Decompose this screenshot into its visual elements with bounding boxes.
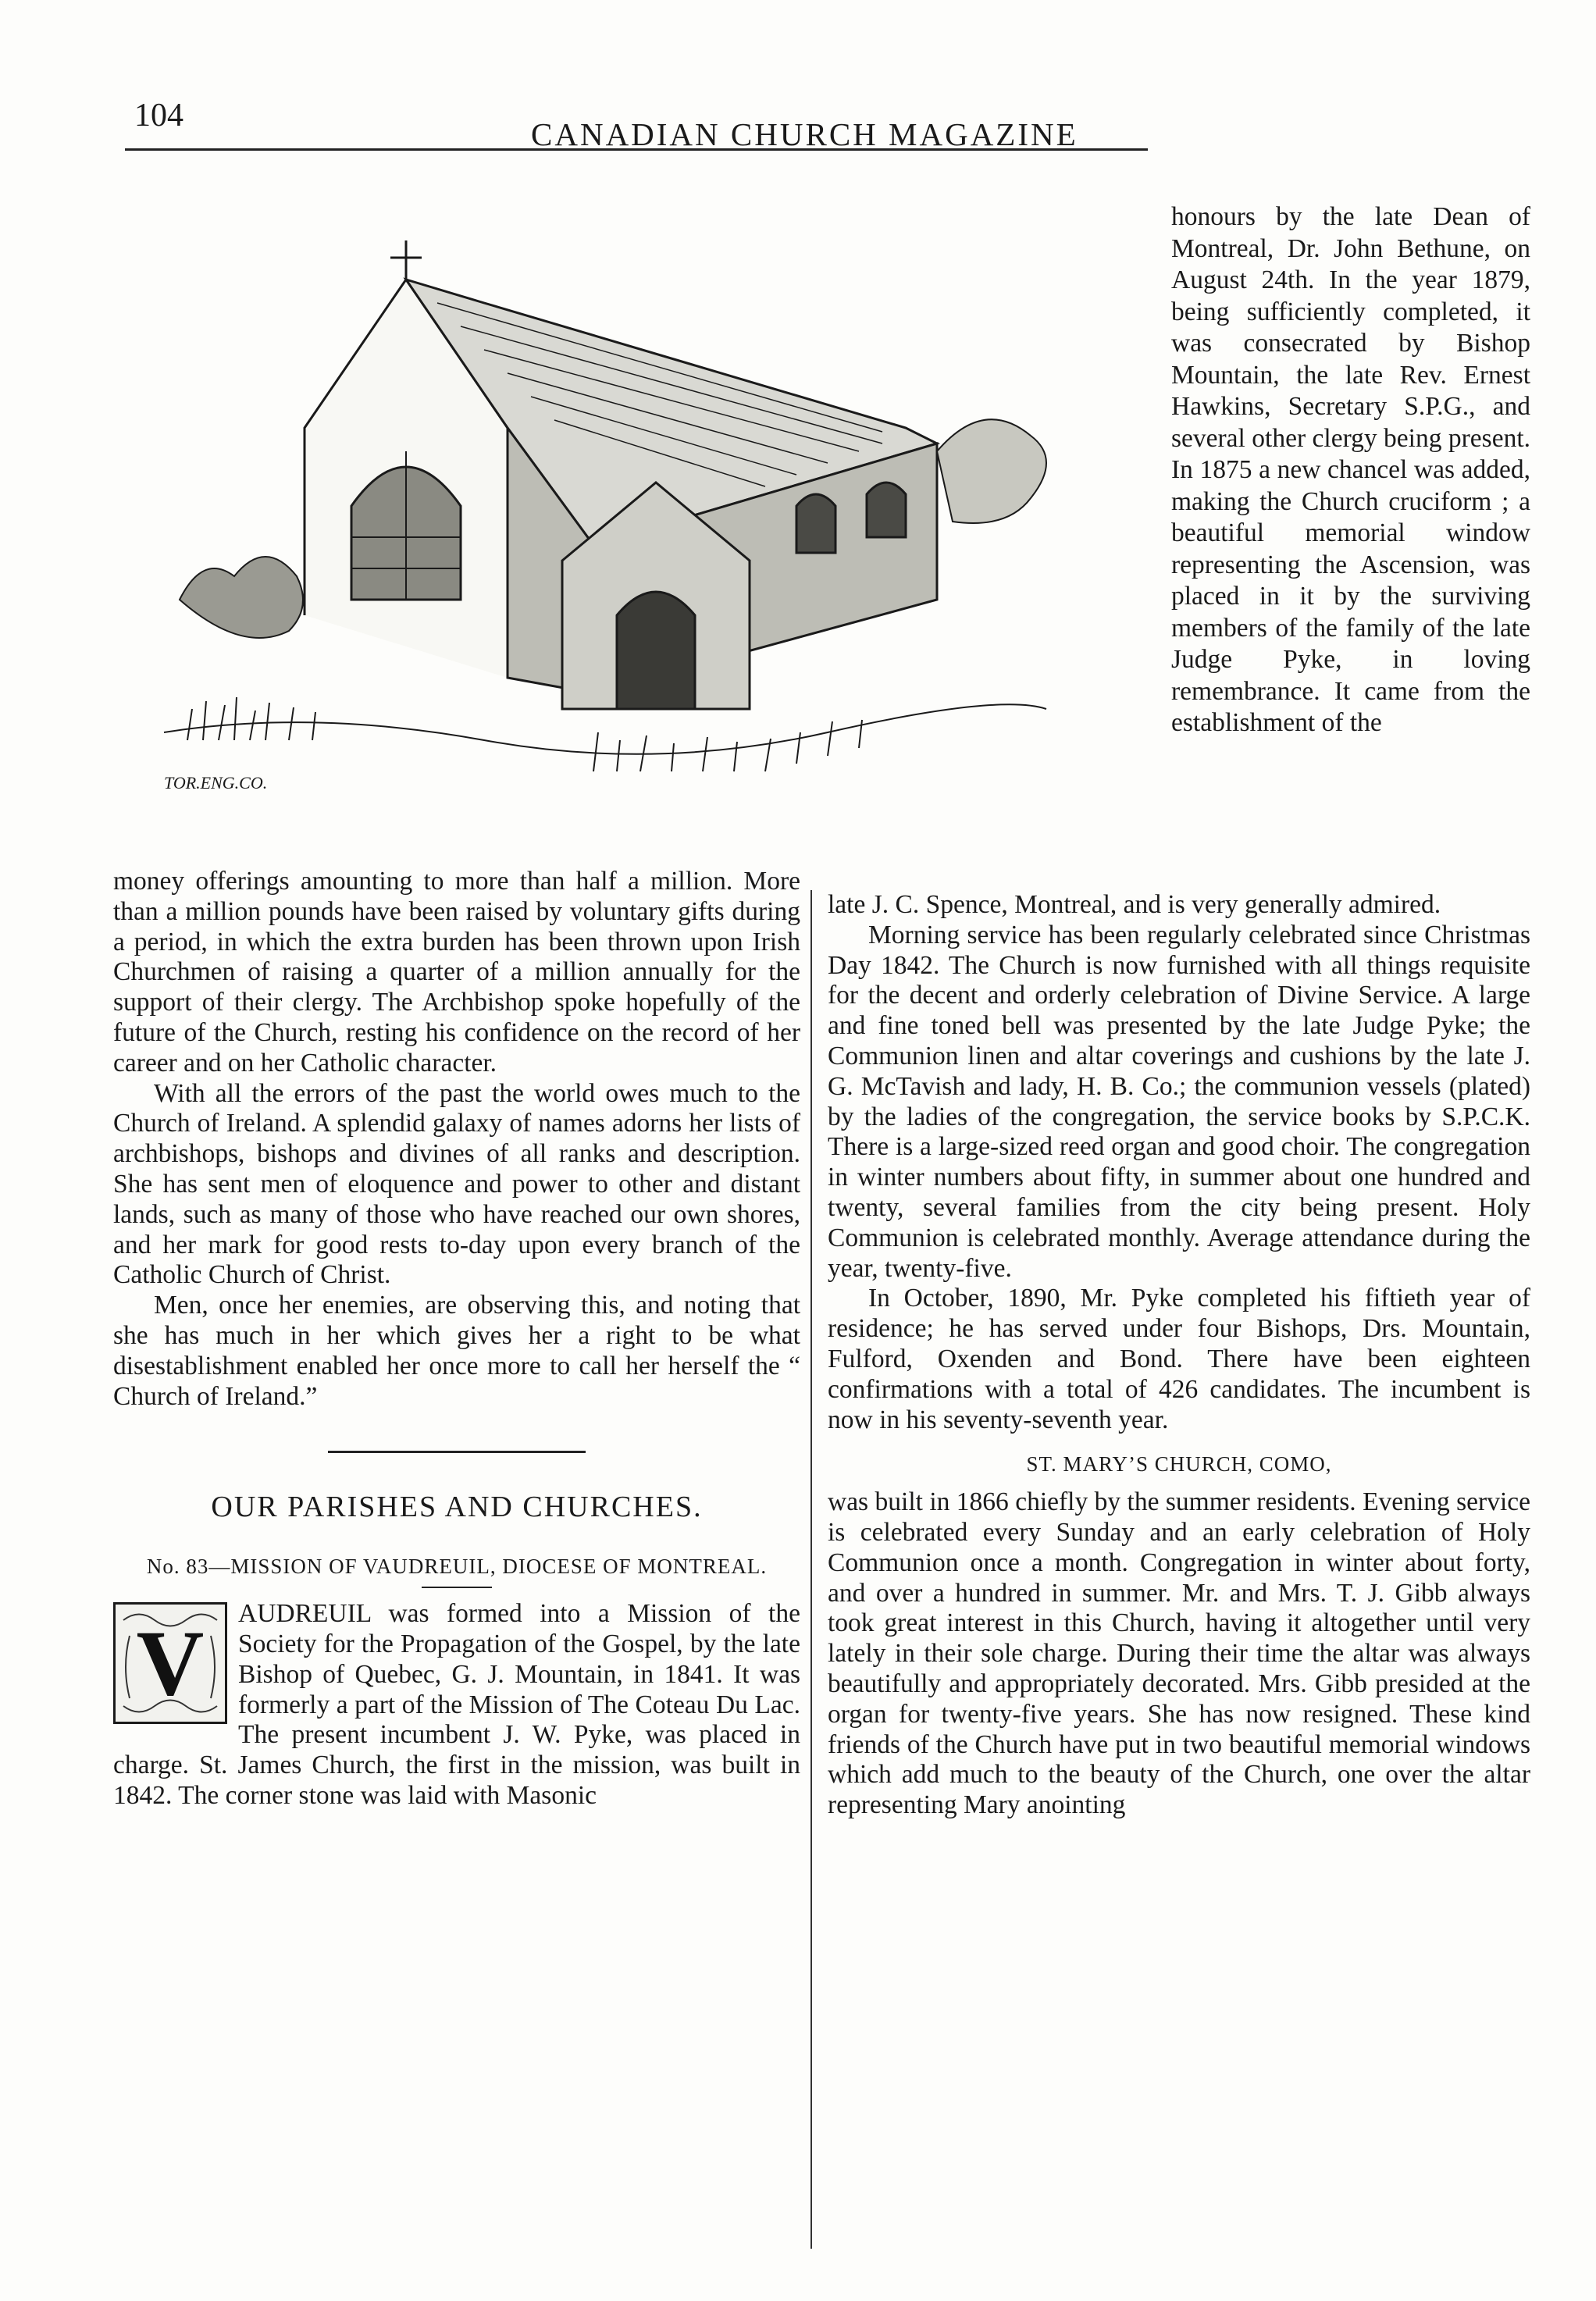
subheading-rule bbox=[422, 1587, 492, 1588]
paragraph: honours by the late Dean of Montreal, Dr. John Bethune, on August 24th. In the year 1879, being sufficiently completed, it was consecrated by Bishop Mountain, the late Rev. Ernest Hawkins, Secretary S.P.G., and several other clergy being present. In 1875 a new chancel was added, making the Church cruciform ; a beautiful memorial window representing the Ascension, was placed in it by the surviving members of the family of the late Judge Pyke, in loving remembrance. It came from the establishment of the bbox=[1171, 202, 1530, 737]
engraver-signature: TOR.ENG.CO. bbox=[164, 773, 268, 793]
page-number: 104 bbox=[134, 98, 183, 134]
left-column bbox=[113, 867, 800, 1811]
church-illustration bbox=[156, 194, 1140, 857]
header-rule bbox=[125, 148, 1148, 151]
church-engraving bbox=[156, 194, 1140, 857]
paragraph-text: AUDREUIL was formed into a Mission of the Society for the Propagation of the Gospel, by the late Bishop of Quebec, G. J. Mountain, in 1841. It was formerly a part of the Mission of The Coteau Du Lac. The present incumbent J. W. Pyke, was placed in charge. St. James Church, the first in the mission, was built in 1842. The corner stone was laid with Masonic bbox=[113, 1599, 800, 1810]
dropcap-letter: V bbox=[136, 1611, 205, 1715]
paragraph: was built in 1866 chiefly by the summer residents. Evening service is celebrated every Sunday and an early celebration of Holy Communion once a month. Congregation in winter about forty, and over a hundred in summer. Mr. and Mrs. T. J. Gibb always took great interest in this Church, having it altogether until very lately in their sole charge. During their time the altar was always beautifully and appropriately decorated. Mrs. Gibb presided at the organ for twenty-five years. She has now resigned. These kind friends of the Church have put in two beautiful memorial windows which add much to the beauty of the Church, one over the altar representing Mary anointing bbox=[828, 1487, 1530, 1820]
page-header bbox=[125, 97, 1148, 151]
vaudreuil-paragraph bbox=[113, 1599, 800, 1811]
right-column bbox=[828, 890, 1530, 1821]
ornamental-dropcap bbox=[113, 1602, 227, 1724]
church-heading: ST. MARY’S CHURCH, COMO, bbox=[1026, 1452, 1332, 1476]
section-divider bbox=[328, 1451, 586, 1453]
paragraph: With all the errors of the past the world owes much to the Church of Ireland. A splendid galaxy of names adorns her lists of archbishops, bishops and divines of all ranks and description. She has sent men of eloquence and power to other and distant lands, such as many of those who have reached our own shores, and her mark for good rests to-day upon every branch of the Catholic Church of Christ. bbox=[113, 1078, 800, 1290]
paragraph: Men, once her enemies, are observing this, and noting that she has much in her which gives her a right to be what disestablishment enabled her once more to call her herself the “ Church of Ireland.” bbox=[113, 1291, 800, 1411]
paragraph: Morning service has been regularly celebrated since Christmas Day 1842. The Church is now furnished with all things requisite for the decent and orderly celebration of Divine Service. A large and fine toned bell was presented by the late Judge Pyke; the Communion linen and altar coverings and cushions by the late J. G. McTavish and lady, H. B. Co.; the communion vessels (plated) by the ladies of the congregation, the service books by S.P.C.K. There is a large-sized reed organ and good choir. The congregation in winter numbers about fifty, in summer about one hundred and twenty, several families from the city being present. Holy Communion is celebrated monthly. Average attendance during the year, twenty-five. bbox=[828, 920, 1530, 1283]
paragraph: money offerings amounting to more than half a million. More than a million pounds have been raised by voluntary gifts during a period, in which the extra burden has been thrown upon Irish Churchmen of raising a quarter of a million annually for the support of their clergy. The Archbishop spoke hopefully of the future of the Church, resting his confidence on the record of her career and on her Catholic character. bbox=[113, 867, 800, 1077]
column-divider bbox=[810, 890, 812, 2249]
section-heading: OUR PARISHES AND CHURCHES. bbox=[211, 1491, 703, 1524]
right-column-top bbox=[1171, 201, 1530, 739]
paragraph: In October, 1890, Mr. Pyke completed his fiftieth year of residence; he has served under four Bishops, Drs. Mountain, Fulford, Oxenden and Bond. There have been eighteen confirmations with a total of 426 candidates. The incumbent is now in his seventy-seventh year. bbox=[828, 1284, 1530, 1434]
paragraph: late J. C. Spence, Montreal, and is very generally admired. bbox=[828, 890, 1441, 919]
magazine-title: CANADIAN CHURCH MAGAZINE bbox=[531, 116, 1078, 152]
article-subheading: No. 83—MISSION OF VAUDREUIL, DIOCESE OF MONTREAL. bbox=[146, 1555, 768, 1579]
